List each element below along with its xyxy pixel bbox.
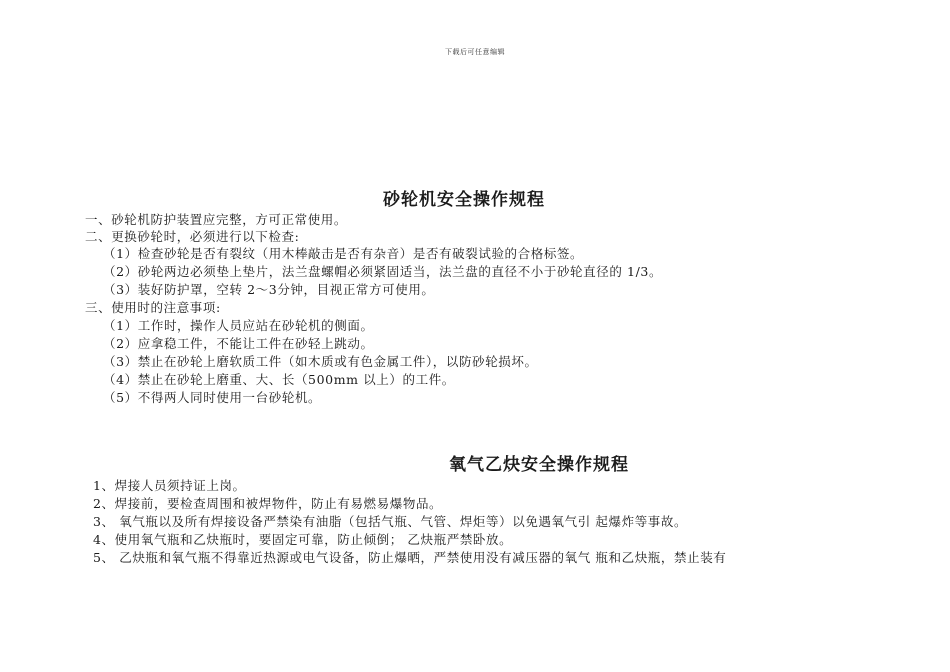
header-note: 下载后可任意编辑: [445, 48, 505, 56]
list-item: （5）不得两人同时使用一台砂轮机。: [103, 390, 322, 405]
list-item: （3）装好防护罩，空转 2〜3分钟，目视正常方可使用。: [103, 282, 435, 297]
list-item: （2）应拿稳工件，不能让工件在砂轻上跳动。: [103, 336, 374, 351]
list-item: 5、 乙炔瓶和氧气瓶不得靠近热源或电气设备，防止爆晒，严禁使用没有减压器的氧气 瓶和乙炔瓶，禁止装有: [93, 550, 727, 565]
list-item: 三、使用时的注意事项:: [85, 300, 221, 315]
section-title-grinder: 砂轮机安全操作规程: [383, 190, 545, 210]
list-item: 1、焊接人员须持证上岗。: [93, 478, 246, 493]
section-title-oxygen-acetylene: 氧气乙炔安全操作规程: [449, 455, 629, 475]
list-item: 一、砂轮机防护装置应完整，方可正常使用。: [85, 212, 348, 227]
list-item: （2）砂轮两边必须垫上垫片，法兰盘螺帽必须紧固适当，法兰盘的直径不小于砂轮直径的 1/3。: [103, 264, 663, 279]
list-item: （1）工作时，操作人员应站在砂轮机的侧面。: [103, 318, 374, 333]
list-item: （4）禁止在砂轮上磨重、大、长（500mm 以上）的工件。: [103, 372, 455, 387]
list-item: 2、焊接前，要检查周围和被焊物件，防止有易燃易爆物品。: [93, 496, 443, 511]
list-item: 4、使用氧气瓶和乙炔瓶时，要固定可靠，防止倾倒； 乙炔瓶严禁卧放。: [93, 532, 513, 547]
list-item: 3、 氧气瓶以及所有焊接设备严禁染有油脂（包括气瓶、气管、焊炬等）以免遇氧气引 起爆炸等事故。: [93, 514, 688, 529]
list-item: （3）禁止在砂轮上磨软质工件（如木质或有色金属工件），以防砂轮损坏。: [103, 354, 538, 369]
list-item: （1）检查砂轮是否有裂纹（用木棒敲击是否有杂音）是否有破裂试验的合格标签。: [103, 246, 584, 261]
list-item: 二、更换砂轮时，必须进行以下检查:: [85, 229, 300, 244]
